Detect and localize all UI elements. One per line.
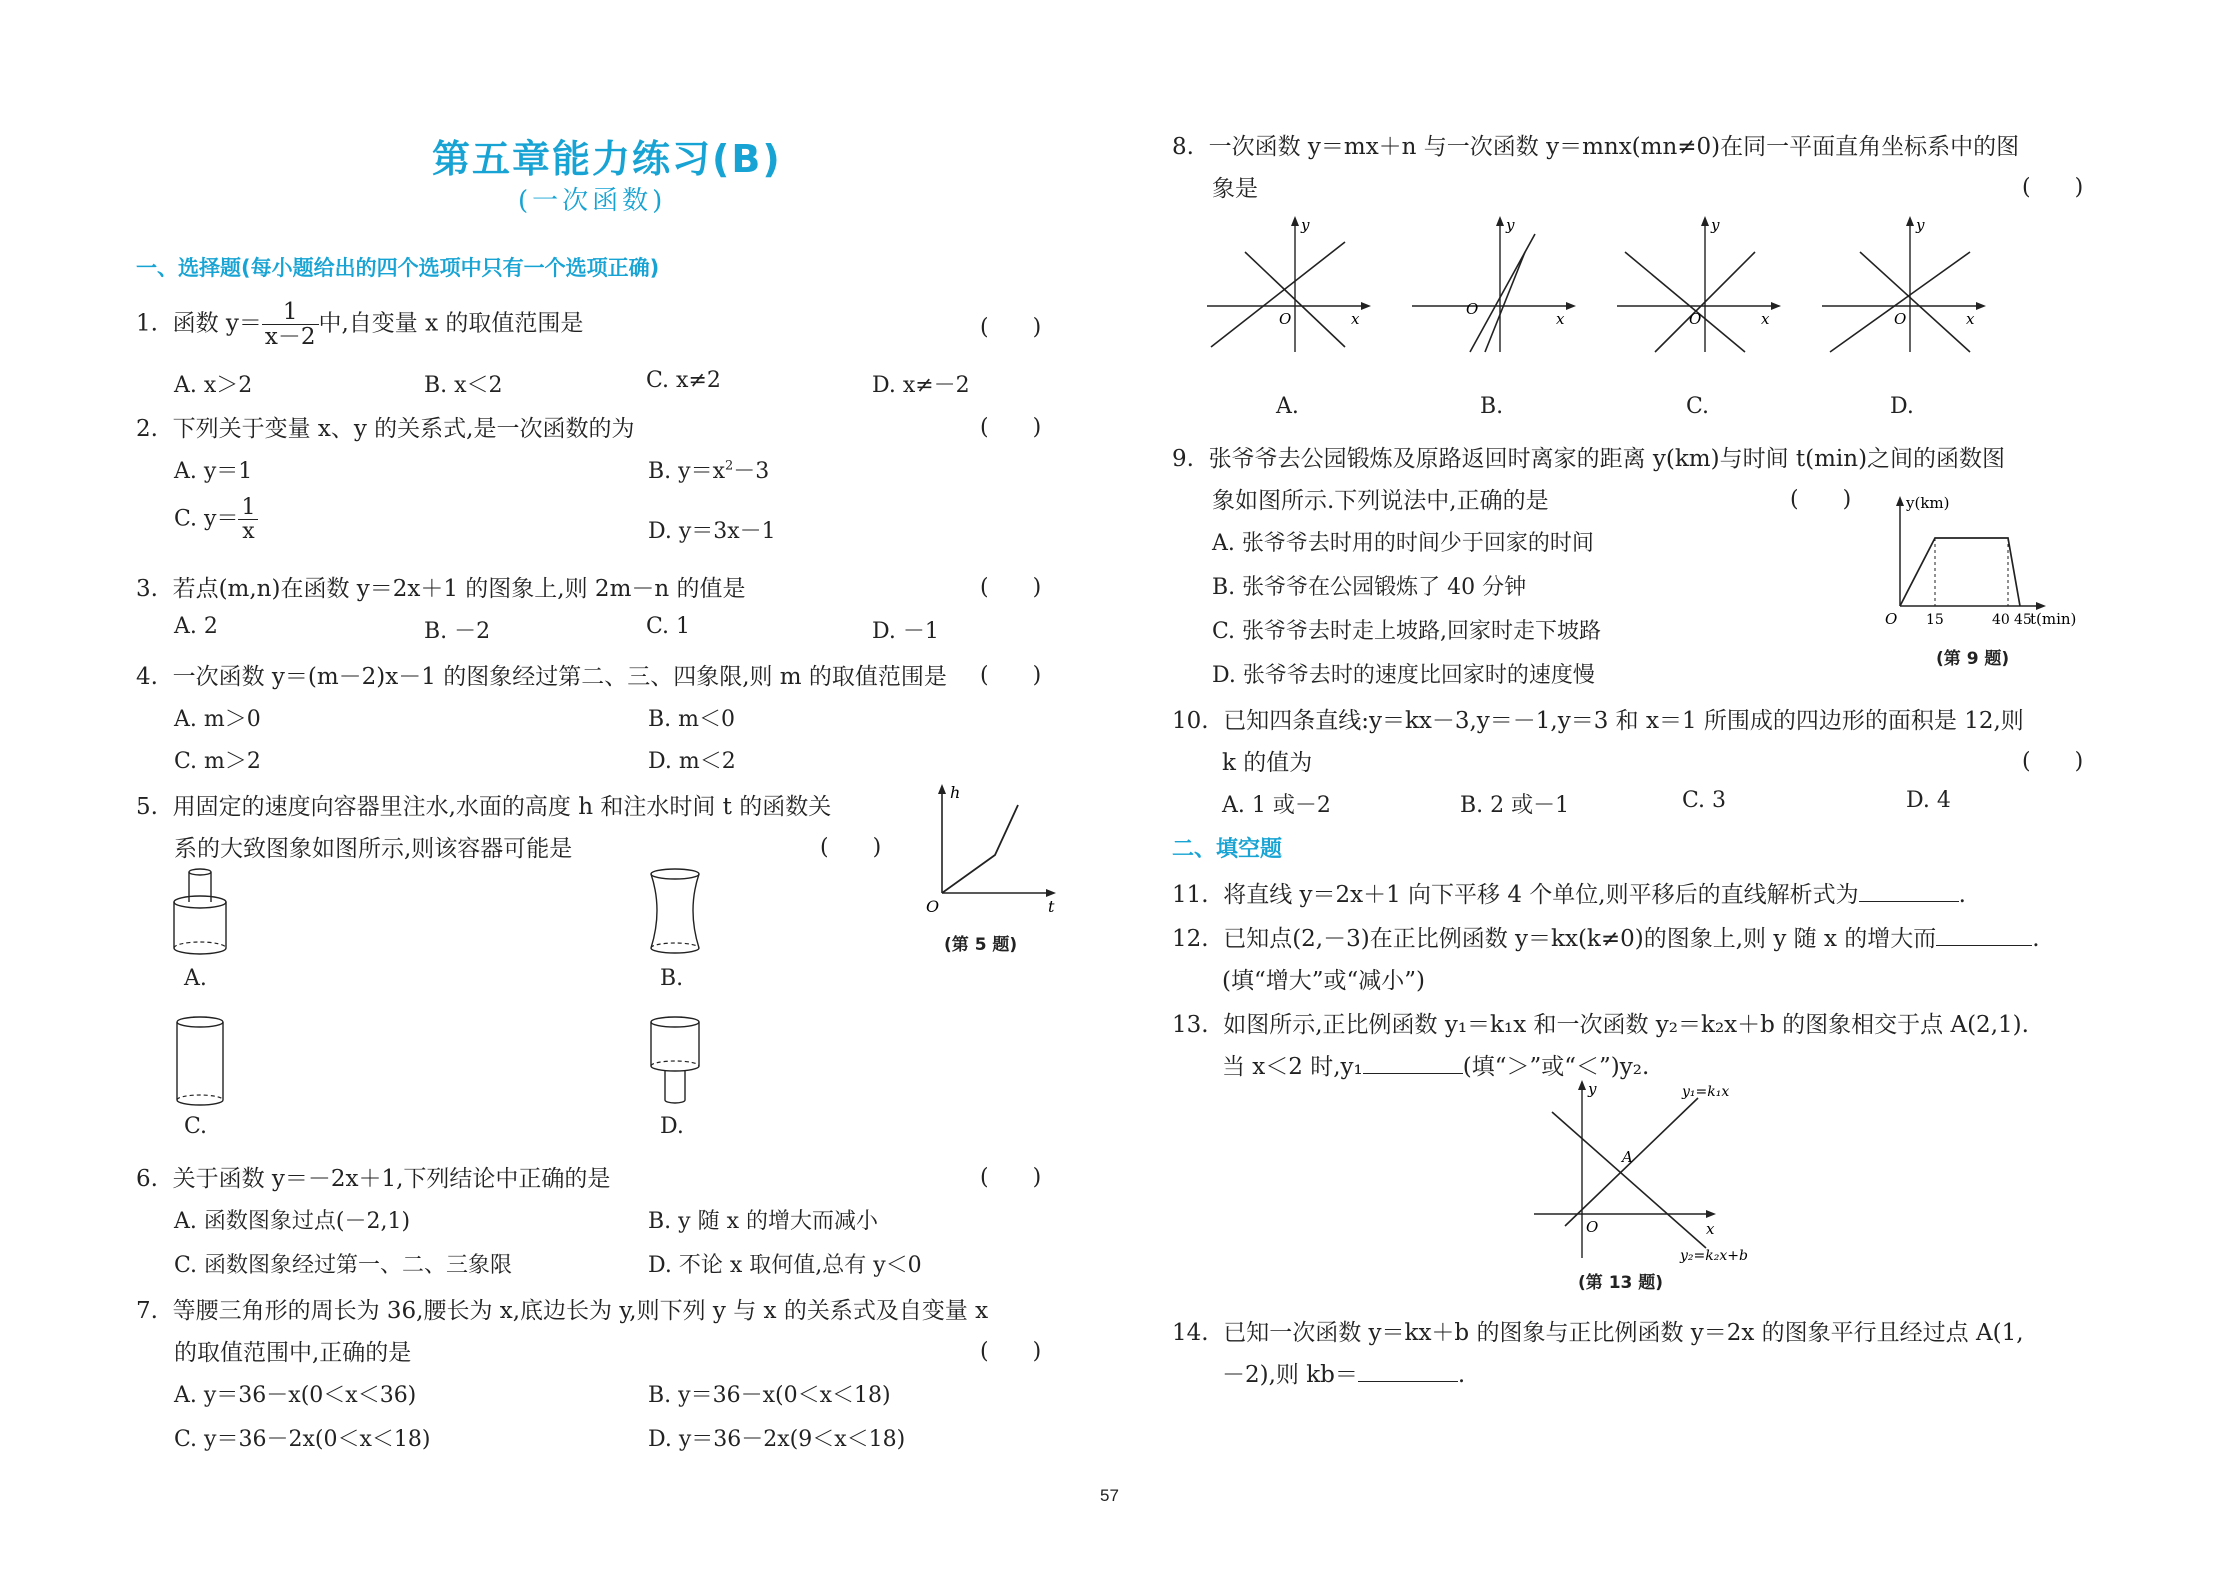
question-number: 3. [136,576,158,602]
axis-label-y: y [1506,216,1515,234]
option-b: B. 2 或－1 [1460,793,1570,818]
question-number: 4. [136,664,158,690]
question-text: 将直线 y＝2x＋1 向下平移 4 个单位,则平移后的直线解析式为 [1223,882,1859,908]
answer-paren: ( ) [980,1339,1042,1364]
question-text-tail: (填“＞”或“＜”)y₂. [1462,1054,1650,1080]
option-b-text: B. y＝x [648,459,725,484]
question-1 [136,300,583,349]
question-text: 张爷爷去公园锻炼及原路返回时离家的距离 y(km)与时间 t(min)之间的函数图 [1208,446,2006,472]
axis-label-t: t(min) [2030,610,2077,628]
tick-label: 15 [1926,612,1944,628]
question-number: 14. [1172,1320,1209,1346]
graph-label-b: B. [1480,394,1504,419]
question-12 [1172,920,2040,953]
question-12-line2: (填“增大”或“减小”) [1222,968,1425,994]
question-14-line2 [1222,1356,1465,1389]
answer-paren: ( ) [980,415,1042,440]
answer-paren: ( ) [980,663,1042,688]
question-8-line2: 象是 [1212,176,1258,202]
origin-label: O [1689,310,1702,328]
answer-paren: ( ) [1790,487,1852,512]
option-b-tail: －3 [733,459,770,484]
question-text: 关于函数 y＝－2x＋1,下列结论中正确的是 [172,1166,611,1192]
question-text: 当 x＜2 时,y₁ [1222,1054,1363,1080]
denominator: x－2 [264,324,316,351]
origin-label: O [1279,310,1292,328]
numerator: 1 [238,496,258,520]
q9-graph [1880,490,2080,640]
option-d: D. 不论 x 取何值,总有 y＜0 [648,1253,922,1278]
option-d: D. y＝36－2x(9＜x＜18) [648,1427,906,1452]
option-a: A. 2 [174,614,218,639]
q8-graph-c [1615,212,1785,362]
option-b: B. x＜2 [424,373,503,398]
question-text: －2),则 kb＝ [1222,1362,1358,1388]
graph-label-c: C. [1686,394,1710,419]
question-13 [1172,1006,2029,1039]
question-text: 函数 y＝ [172,310,262,337]
option-c: C. m＞2 [174,749,261,774]
question-text: 已知四条直线:y＝kx－3,y＝－1,y＝3 和 x＝1 所围成的四边形的面积是 12,则 [1223,708,2024,734]
question-text: 一次函数 y＝(m－2)x－1 的图象经过第二、三、四象限,则 m 的取值范围是 [172,664,947,690]
option-b: B. m＜0 [648,707,736,732]
question-10-line2: k 的值为 [1222,750,1313,776]
graph-label-a: A. [1276,394,1299,419]
question-number: 12. [1172,926,1209,952]
question-number: 1. [136,310,158,337]
axis-label-y: y [1301,216,1310,234]
line2-label: y₂=k₂x+b [1680,1248,1748,1264]
question-11 [1172,876,1966,909]
page-number: 57 [1100,1486,1119,1505]
answer-paren: ( ) [820,835,882,860]
denominator: x [242,519,255,545]
question-10 [1172,702,2024,735]
question-number: 11. [1172,882,1209,908]
answer-blank[interactable] [1363,1053,1463,1074]
container-a-icon [170,868,230,958]
question-text: 用固定的速度向容器里注水,水面的高度 h 和注水时间 t 的函数关 [172,794,832,820]
container-label-a: A. [184,966,207,991]
container-c-icon [170,1016,230,1108]
q13-graph [1530,1076,1750,1276]
question-text: 若点(m,n)在函数 y＝2x＋1 的图象上,则 2m－n 的值是 [172,576,746,602]
axis-label-y: y [1588,1080,1597,1098]
fraction [238,496,258,543]
question-number: 7. [136,1298,158,1324]
question-8 [1172,128,2019,161]
axis-label-x: x [1556,310,1565,328]
option-b: B. －2 [424,619,491,644]
option-a: A. y＝1 [174,459,253,484]
graph-label-d: D. [1890,394,1914,419]
option-a: A. 函数图象过点(－2,1) [174,1209,411,1234]
q8-graph-d [1820,212,1990,362]
question-text: 如图所示,正比例函数 y₁＝k₁x 和一次函数 y₂＝k₂x＋b 的图象相交于点 A(2,1). [1223,1012,2029,1038]
option-d: D. m＜2 [648,749,736,774]
option-c [174,496,258,543]
answer-paren: ( ) [980,575,1042,600]
page-subtitle: (一次函数) [518,186,667,216]
line1-label: y₁=k₁x [1682,1084,1730,1100]
option-c: C. y＝36－2x(0＜x＜18) [174,1427,431,1452]
answer-paren: ( ) [980,315,1042,340]
question-number: 6. [136,1166,158,1192]
answer-paren: ( ) [980,1165,1042,1190]
tick-label: 45 [2014,612,2032,628]
q5-caption: (第 5 题) [944,935,1018,955]
answer-blank[interactable] [1358,1361,1458,1382]
option-c: C. 张爷爷去时走上坡路,回家时走下坡路 [1212,619,1602,644]
option-b [648,454,769,485]
axis-label-x: x [1706,1220,1715,1238]
container-b-icon [645,868,705,958]
question-text: 等腰三角形的周长为 36,腰长为 x,底边长为 y,则下列 y 与 x 的关系式及自变量 x [172,1298,989,1324]
axis-label-y: y(km) [1906,494,1950,512]
option-a: A. 张爷爷去时用的时间少于回家的时间 [1212,531,1594,556]
question-9 [1172,440,2005,473]
origin-label: O [1885,610,1898,628]
option-b: B. y＝36－x(0＜x＜18) [648,1383,891,1408]
option-a: A. m＞0 [174,707,261,732]
q8-graph-a [1205,212,1375,362]
question-number: 9. [1172,446,1194,472]
period: . [1958,882,1966,908]
option-b: B. 张爷爷在公园锻炼了 40 分钟 [1212,575,1527,600]
container-label-d: D. [660,1114,684,1139]
option-b: B. y 随 x 的增大而减小 [648,1209,878,1234]
option-d: D. －1 [872,619,939,644]
question-2 [136,410,634,443]
question-5-line2: 系的大致图象如图所示,则该容器可能是 [174,836,573,862]
question-9-line2: 象如图所示.下列说法中,正确的是 [1212,488,1549,514]
question-5 [136,788,831,821]
q13-caption: (第 13 题) [1578,1273,1664,1293]
q9-caption: (第 9 题) [1936,649,2010,669]
axis-label-t: t [1048,897,1055,916]
answer-paren: ( ) [2022,175,2084,200]
period: . [2032,926,2040,952]
question-text: 下列关于变量 x、y 的关系式,是一次函数的为 [172,416,635,442]
question-number: 10. [1172,708,1209,734]
page-title: 第五章能力练习(B) [432,137,782,181]
axis-label-x: x [1966,310,1975,328]
option-c: C. x≠2 [646,368,721,393]
question-number: 13. [1172,1012,1209,1038]
numerator: 1 [262,300,319,325]
answer-paren: ( ) [2022,749,2084,774]
question-text: 一次函数 y＝mx＋n 与一次函数 y＝mnx(mn≠0)在同一平面直角坐标系中的图 [1208,134,2020,160]
question-3 [136,570,746,603]
origin-label: O [1894,310,1907,328]
question-7-line2: 的取值范围中,正确的是 [174,1340,412,1366]
option-c: C. 1 [646,614,691,639]
question-text: 已知点(2,－3)在正比例函数 y＝kx(k≠0)的图象上,则 y 随 x 的增大而 [1223,926,1937,952]
option-d: D. y＝3x－1 [648,519,776,544]
container-label-c: C. [184,1114,208,1139]
origin-label: O [1586,1218,1599,1236]
question-6 [136,1160,610,1193]
period: . [1457,1362,1466,1388]
q5-graph [920,780,1080,930]
container-label-b: B. [660,966,684,991]
option-a: A. x＞2 [174,373,253,398]
answer-blank[interactable] [1936,925,2032,946]
tick-label: 40 [1992,612,2010,628]
section-fill-heading: 二、填空题 [1172,837,1283,862]
axis-label-x: x [1351,310,1360,328]
option-d: D. x≠－2 [872,373,970,398]
question-7 [136,1292,988,1325]
fraction [262,300,319,349]
exponent: 2 [725,458,734,474]
origin-label: O [1466,300,1479,318]
option-a: A. y＝36－x(0＜x＜36) [174,1383,417,1408]
axis-label-h: h [950,783,961,802]
question-4 [136,658,947,691]
axis-label-y: y [1916,216,1925,234]
container-d-icon [645,1016,705,1108]
section-choice-heading: 一、选择题(每小题给出的四个选项中只有一个选项正确) [136,256,660,280]
q8-graph-b [1410,212,1580,362]
origin-label: O [926,897,940,916]
axis-label-x: x [1761,310,1770,328]
option-c-text: C. y＝ [174,506,239,532]
question-text-tail: 中,自变量 x 的取值范围是 [318,310,584,337]
point-a-label: A [1622,1148,1633,1166]
question-number: 2. [136,416,158,442]
question-14 [1172,1314,2024,1347]
option-c: C. 3 [1682,788,1727,813]
option-d: D. 4 [1906,788,1951,813]
question-number: 8. [1172,134,1194,160]
question-text: 已知一次函数 y＝kx＋b 的图象与正比例函数 y＝2x 的图象平行且经过点 A(1, [1223,1320,2024,1346]
option-d: D. 张爷爷去时的速度比回家时的速度慢 [1212,663,1595,688]
question-number: 5. [136,794,158,820]
axis-label-y: y [1711,216,1720,234]
answer-blank[interactable] [1859,881,1959,902]
option-c: C. 函数图象经过第一、二、三象限 [174,1253,513,1278]
option-a: A. 1 或－2 [1222,793,1331,818]
